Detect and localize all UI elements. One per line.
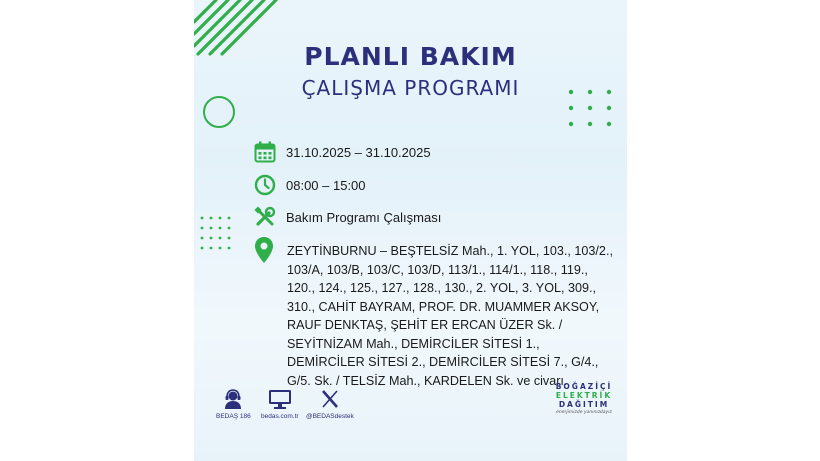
- date-row: [254, 141, 431, 163]
- decorative-dot-grid-right: [566, 88, 616, 136]
- headset-agent-icon: [222, 388, 244, 410]
- page-title: PLANLI BAKIM: [304, 42, 517, 71]
- footer-phone: [216, 388, 251, 420]
- logo-line-1: BOĞAZİÇİ: [555, 382, 613, 391]
- logo-line-2: ELEKTRİK: [555, 391, 613, 400]
- tools-icon: [254, 206, 276, 228]
- footer-social-label: @BEDASdestek: [306, 413, 354, 420]
- company-logo: [549, 382, 619, 415]
- time-range-text: 08:00 – 15:00: [286, 177, 366, 193]
- x-logo-icon: [320, 388, 340, 410]
- footer-web-label: bedas.com.tr: [261, 413, 299, 420]
- footer-social: [306, 388, 354, 420]
- date-range-text: 31.10.2025 – 31.10.2025: [286, 144, 431, 160]
- footer-web: [261, 388, 299, 420]
- location-pin-icon: [254, 236, 274, 269]
- time-row: [254, 174, 366, 196]
- location-text: ZEYTİNBURNU – BEŞTELSİZ Mah., 1. YOL, 103., 103/2., 103/A, 103/B, 103/C, 103/D, 113/1., 114/1., 118., 119., 120., 124., 125., 127., 128., 130., 2. YOL, 3. YOL, 309., 310., CAHİT BAYRAM, PROF. DR. MUAMMER AKSOY, RAUF DENKTAŞ, ŞEHİT ER ERCAN ÜZER Sk. / SEYİTNİZAM Mah., DEMİRCİLER SİTESİ 1., DEMİRCİLER SİTESİ 2., DEMİRCİLER SİTESİ 7., G/4., G/5. Sk. / TELSİZ Mah., KARDELEN Sk. ve civarı.: [287, 244, 613, 388]
- work-type-text: Bakım Programı Çalışması: [286, 209, 442, 225]
- monitor-icon: [268, 388, 292, 410]
- calendar-icon: [254, 141, 276, 163]
- decorative-dot-grid-left: [199, 215, 233, 251]
- maintenance-announcement-card: [194, 0, 627, 461]
- logo-line-3: DAĞITIM: [558, 400, 610, 409]
- clock-icon: [254, 174, 276, 196]
- footer-phone-label: BEDAŞ 186: [216, 413, 251, 420]
- page-subtitle: ÇALIŞMA PROGRAMI: [301, 76, 520, 100]
- decorative-ring: [203, 96, 235, 128]
- logo-tagline: enerjimizde yanınızdayız: [556, 410, 612, 415]
- work-type-row: [254, 206, 441, 228]
